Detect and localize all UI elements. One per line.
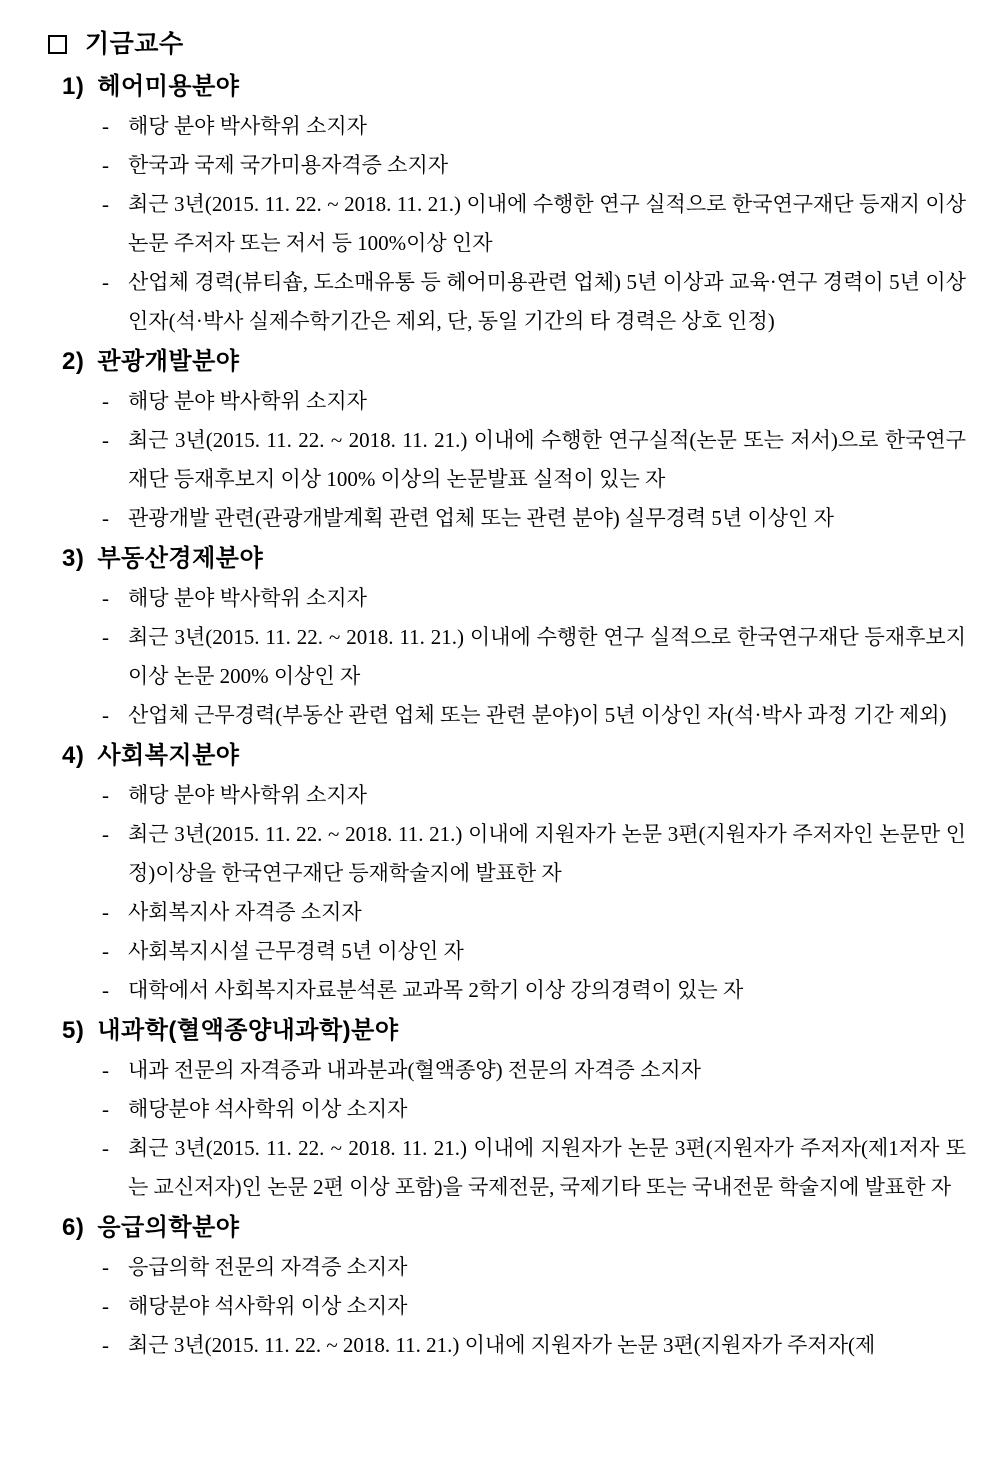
section-heading bbox=[48, 1207, 966, 1248]
dash-bullet-icon: - bbox=[102, 153, 109, 177]
section bbox=[48, 341, 966, 538]
list-item-text: 최근 3년(2015. 11. 22. ~ 2018. 11. 21.) 이내에 지원자가 논문 3편(지원자가 주저자(제1저자 또는 교신저자)인 논문 2편 이상 포함)을 국제전문, 국제기타 또는 국내전문 학술지에 발표한 자 bbox=[128, 1136, 966, 1199]
list-item bbox=[48, 971, 966, 1010]
section bbox=[48, 66, 966, 341]
list-item-text: 내과 전문의 자격증과 내과분과(혈액종양) 전문의 자격증 소지자 bbox=[128, 1058, 701, 1082]
list-item-text: 최근 3년(2015. 11. 22. ~ 2018. 11. 21.) 이내에 수행한 연구실적(논문 또는 저서)으로 한국연구재단 등재후보지 이상 100% 이상의 논문발표 실적이 있는 자 bbox=[128, 428, 966, 491]
list-item-text: 해당분야 석사학위 이상 소지자 bbox=[128, 1294, 408, 1318]
section-items bbox=[48, 1248, 966, 1365]
section-number: 2) bbox=[62, 348, 85, 375]
list-item-text: 대학에서 사회복지자료분석론 교과목 2학기 이상 강의경력이 있는 자 bbox=[128, 978, 744, 1002]
section-title: 헤어미용분야 bbox=[97, 73, 240, 100]
list-item bbox=[48, 618, 966, 696]
section-title: 응급의학분야 bbox=[97, 1214, 240, 1241]
list-item-text: 최근 3년(2015. 11. 22. ~ 2018. 11. 21.) 이내에 수행한 연구 실적으로 한국연구재단 등재지 이상 논문 주저자 또는 저서 등 100%이상 인자 bbox=[128, 192, 966, 255]
list-item-text: 관광개발 관련(관광개발계획 관련 업체 또는 관련 분야) 실무경력 5년 이상인 자 bbox=[128, 506, 834, 530]
list-item-text: 최근 3년(2015. 11. 22. ~ 2018. 11. 21.) 이내에 수행한 연구 실적으로 한국연구재단 등재후보지 이상 논문 200% 이상인 자 bbox=[128, 625, 966, 688]
list-item bbox=[48, 1287, 966, 1326]
dash-bullet-icon: - bbox=[102, 1058, 109, 1082]
section bbox=[48, 735, 966, 1010]
dash-bullet-icon: - bbox=[102, 1333, 109, 1357]
list-item-text: 응급의학 전문의 자격증 소지자 bbox=[128, 1255, 408, 1279]
list-item-text: 사회복지시설 근무경력 5년 이상인 자 bbox=[128, 939, 464, 963]
list-item bbox=[48, 146, 966, 185]
section-number: 3) bbox=[62, 545, 85, 572]
section-title: 사회복지분야 bbox=[97, 742, 240, 769]
list-item bbox=[48, 421, 966, 499]
section-title: 관광개발분야 bbox=[97, 348, 240, 375]
list-item bbox=[48, 382, 966, 421]
section-heading bbox=[48, 341, 966, 382]
list-item bbox=[48, 1326, 966, 1365]
dash-bullet-icon: - bbox=[102, 389, 109, 413]
section-heading bbox=[48, 66, 966, 107]
dash-bullet-icon: - bbox=[102, 1255, 109, 1279]
section-items bbox=[48, 107, 966, 341]
list-item-text: 해당 분야 박사학위 소지자 bbox=[128, 783, 367, 807]
list-item bbox=[48, 696, 966, 735]
dash-bullet-icon: - bbox=[102, 192, 109, 216]
list-item-text: 한국과 국제 국가미용자격증 소지자 bbox=[128, 153, 449, 177]
dash-bullet-icon: - bbox=[102, 822, 109, 846]
list-item-text: 산업체 근무경력(부동산 관련 업체 또는 관련 분야)이 5년 이상인 자(석·박사 과정 기간 제외) bbox=[128, 703, 947, 727]
dash-bullet-icon: - bbox=[102, 703, 109, 727]
list-item-text: 사회복지사 자격증 소지자 bbox=[128, 900, 362, 924]
section-title: 부동산경제분야 bbox=[97, 545, 264, 572]
dash-bullet-icon: - bbox=[102, 625, 109, 649]
dash-bullet-icon: - bbox=[102, 939, 109, 963]
section-items bbox=[48, 1051, 966, 1207]
list-item bbox=[48, 499, 966, 538]
section-number: 1) bbox=[62, 73, 85, 100]
list-item-text: 산업체 경력(뷰티숍, 도소매유통 등 헤어미용관련 업체) 5년 이상과 교육·연구 경력이 5년 이상인자(석·박사 실제수학기간은 제외, 단, 동일 기간의 타 경력은 상호 인정) bbox=[128, 270, 966, 333]
dash-bullet-icon: - bbox=[102, 1294, 109, 1318]
section bbox=[48, 538, 966, 735]
list-item bbox=[48, 1051, 966, 1090]
section bbox=[48, 1010, 966, 1207]
dash-bullet-icon: - bbox=[102, 900, 109, 924]
section-heading bbox=[48, 1010, 966, 1051]
document-title-row bbox=[48, 22, 966, 66]
section-items bbox=[48, 776, 966, 1010]
list-item-text: 최근 3년(2015. 11. 22. ~ 2018. 11. 21.) 이내에 지원자가 논문 3편(지원자가 주저자인 논문만 인정)이상을 한국연구재단 등재학술지에 발표한 자 bbox=[128, 822, 966, 885]
list-item-text: 최근 3년(2015. 11. 22. ~ 2018. 11. 21.) 이내에 지원자가 논문 3편(지원자가 주저자(제 bbox=[128, 1333, 876, 1357]
dash-bullet-icon: - bbox=[102, 978, 109, 1002]
section-number: 4) bbox=[62, 742, 85, 769]
list-item-text: 해당분야 석사학위 이상 소지자 bbox=[128, 1097, 408, 1121]
dash-bullet-icon: - bbox=[102, 428, 109, 452]
list-item bbox=[48, 579, 966, 618]
dash-bullet-icon: - bbox=[102, 270, 109, 294]
list-item bbox=[48, 185, 966, 263]
list-item bbox=[48, 263, 966, 341]
dash-bullet-icon: - bbox=[102, 1097, 109, 1121]
section-number: 5) bbox=[62, 1017, 85, 1044]
square-bullet-icon bbox=[48, 35, 67, 54]
list-item-text: 해당 분야 박사학위 소지자 bbox=[128, 586, 367, 610]
dash-bullet-icon: - bbox=[102, 506, 109, 530]
list-item bbox=[48, 932, 966, 971]
list-item-text: 해당 분야 박사학위 소지자 bbox=[128, 389, 367, 413]
list-item bbox=[48, 776, 966, 815]
section-number: 6) bbox=[62, 1214, 85, 1241]
dash-bullet-icon: - bbox=[102, 586, 109, 610]
section bbox=[48, 1207, 966, 1365]
section-heading bbox=[48, 735, 966, 776]
section-items bbox=[48, 382, 966, 538]
section-items bbox=[48, 579, 966, 735]
list-item bbox=[48, 1248, 966, 1287]
list-item bbox=[48, 893, 966, 932]
list-item bbox=[48, 1129, 966, 1207]
list-item bbox=[48, 1090, 966, 1129]
list-item-text: 해당 분야 박사학위 소지자 bbox=[128, 114, 367, 138]
section-title: 내과학(혈액종양내과학)분야 bbox=[97, 1017, 399, 1044]
page-title: 기금교수 bbox=[85, 30, 184, 58]
list-item bbox=[48, 107, 966, 146]
dash-bullet-icon: - bbox=[102, 783, 109, 807]
dash-bullet-icon: - bbox=[102, 114, 109, 138]
list-item bbox=[48, 815, 966, 893]
sections-container bbox=[48, 66, 966, 1365]
dash-bullet-icon: - bbox=[102, 1136, 109, 1160]
section-heading bbox=[48, 538, 966, 579]
